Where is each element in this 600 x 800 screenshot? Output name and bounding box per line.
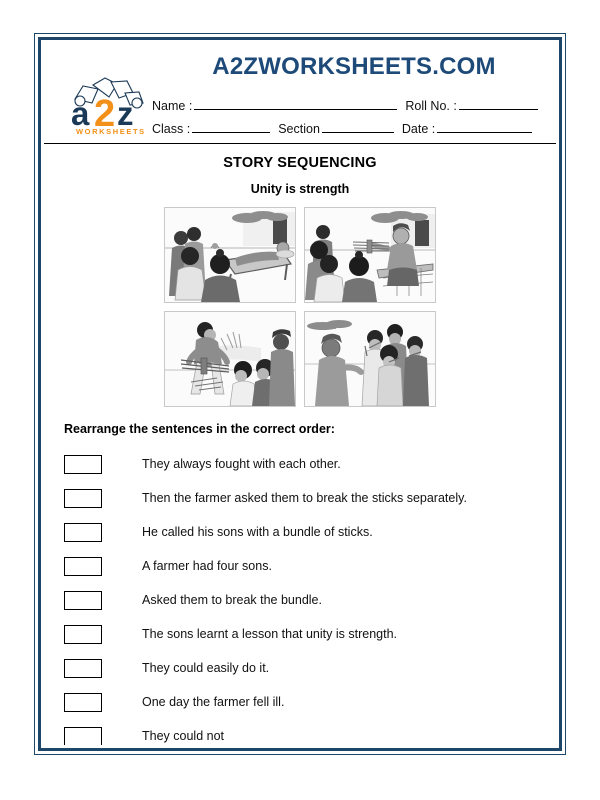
sentence-text: Asked them to break the bundle. (142, 593, 322, 607)
answer-box[interactable] (64, 557, 102, 576)
sentence-list (64, 447, 556, 745)
sentence-text: They could not (142, 729, 224, 743)
sentence-text: They always fought with each other. (142, 457, 341, 471)
svg-text:WORKSHEETS: WORKSHEETS (76, 127, 146, 136)
answer-box[interactable] (64, 591, 102, 610)
field-row-class (152, 120, 546, 143)
worksheet-sheet (44, 43, 556, 745)
worksheet-page-frame-inner (38, 37, 562, 751)
sentence-text: One day the farmer fell ill. (142, 695, 285, 709)
section-label: Section (278, 122, 320, 136)
sentence-text: The sons learnt a lesson that unity is strength. (142, 627, 397, 641)
sentence-text: Then the farmer asked them to break the sticks separately. (142, 491, 467, 505)
page-title: STORY SEQUENCING (223, 155, 377, 171)
sentence-row (64, 549, 556, 583)
sentence-row (64, 651, 556, 685)
story-panel-4 (304, 311, 436, 407)
worksheet-page-frame (34, 33, 566, 755)
class-label: Class : (152, 122, 191, 136)
story-subtitle: Unity is strength (250, 182, 350, 196)
class-input[interactable] (192, 120, 270, 133)
svg-text:z: z (117, 95, 134, 132)
section-input[interactable] (322, 120, 394, 133)
story-picture-grid (164, 207, 436, 407)
roll-no-label: Roll No. : (405, 99, 457, 113)
worksheet-header (44, 43, 556, 144)
field-row-name (152, 97, 546, 120)
svg-text:2: 2 (94, 93, 116, 135)
sentence-row (64, 685, 556, 719)
answer-box[interactable] (64, 659, 102, 678)
sentence-row (64, 515, 556, 549)
answer-box[interactable] (64, 727, 102, 746)
sentence-text: He called his sons with a bundle of sticks. (142, 525, 373, 539)
story-panel-1 (164, 207, 296, 303)
brand-title: A2ZWORKSHEETS.COM (212, 53, 496, 80)
worksheet-body (44, 155, 556, 745)
sentence-row (64, 719, 556, 745)
sentence-text: A farmer had four sons. (142, 559, 272, 573)
answer-box[interactable] (64, 523, 102, 542)
a2z-worksheets-logo (67, 73, 149, 137)
sentence-text: They could easily do it. (142, 661, 270, 675)
story-panel-3 (164, 311, 296, 407)
name-label: Name : (152, 99, 193, 113)
answer-box[interactable] (64, 693, 102, 712)
date-label: Date : (401, 122, 436, 136)
sentence-row (64, 583, 556, 617)
sentence-row (64, 617, 556, 651)
date-input[interactable] (437, 120, 532, 133)
answer-box[interactable] (64, 489, 102, 508)
answer-box[interactable] (64, 455, 102, 474)
roll-no-input[interactable] (459, 97, 538, 110)
instruction-text: Rearrange the sentences in the correct order: (64, 422, 335, 436)
sentence-row (64, 481, 556, 515)
story-panel-2 (304, 207, 436, 303)
answer-box[interactable] (64, 625, 102, 644)
name-input[interactable] (194, 97, 397, 110)
svg-text:a: a (71, 95, 90, 132)
student-info-fields (152, 97, 546, 143)
sentence-row (64, 447, 556, 481)
